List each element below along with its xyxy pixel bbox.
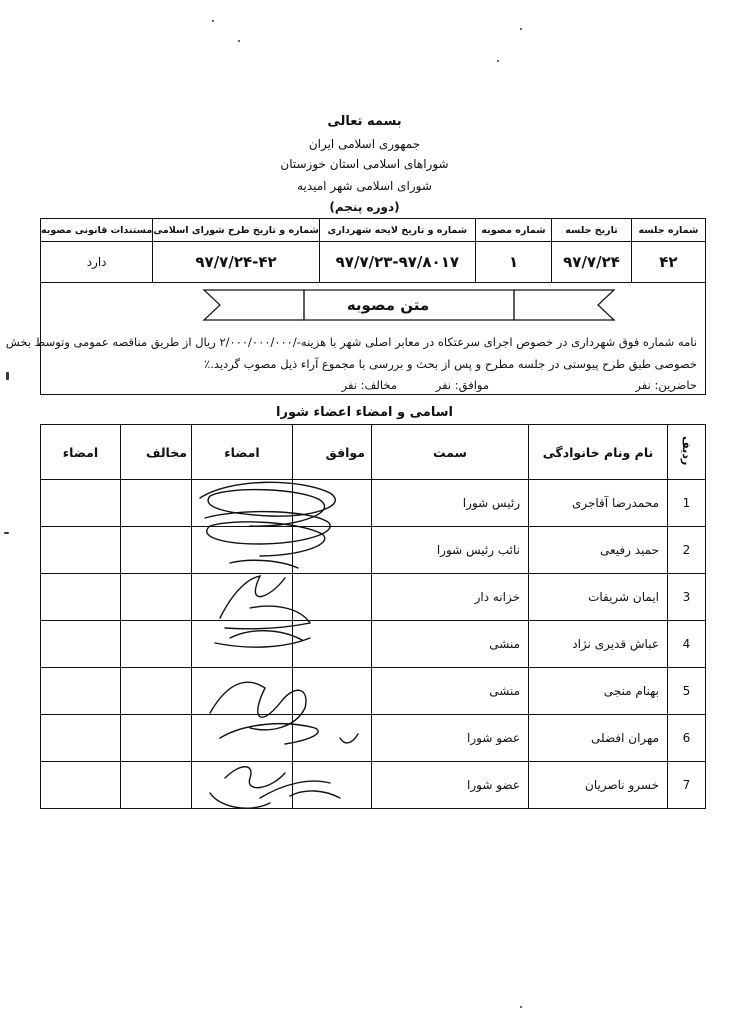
row-oppose xyxy=(121,527,192,574)
resolution-text-line-1: نامه شماره فوق شهرداری در خصوص اجرای سرعتکاه در معابر اصلی شهر با هزینه-/۲/۰۰۰/۰۰۰/۰۰۰ ریال از طریق مناقصه عمومی وتوسط بخش xyxy=(5,335,697,349)
row-name: بهنام منجی xyxy=(529,668,668,715)
row-signature-2 xyxy=(41,762,121,809)
table-row xyxy=(41,527,706,574)
row-agree xyxy=(293,480,372,527)
row-index: 5 xyxy=(668,668,706,715)
row-index: 3 xyxy=(668,574,706,621)
row-name: خسرو ناصریان xyxy=(529,762,668,809)
row-agree xyxy=(293,527,372,574)
meta-session-date: ۹۷/۷/۲۴ xyxy=(552,242,632,283)
row-position: رئیس شورا xyxy=(372,480,529,527)
members-table xyxy=(40,424,706,809)
header-basmala: بسمه تعالی xyxy=(327,114,402,129)
row-oppose xyxy=(121,668,192,715)
row-signature-2 xyxy=(41,574,121,621)
row-agree xyxy=(293,574,372,621)
meta-header-legal-basis: مستندات قانونی مصوبه xyxy=(41,219,153,242)
row-agree xyxy=(293,621,372,668)
row-signature-2 xyxy=(41,715,121,762)
meta-header-session-date: تاریخ جلسه xyxy=(552,219,632,242)
row-name: محمدرضا آقاجری xyxy=(529,480,668,527)
members-title: اسامی و امضاء اعضاء شورا xyxy=(276,405,453,420)
resolution-text-line-2: خصوصی طبق طرح پیوستی در جلسه مطرح و پس از بحث و بررسی با مجموع آراء ذیل مصوب گردید.٪ xyxy=(204,357,697,371)
row-oppose xyxy=(121,715,192,762)
members-header-agree: موافق xyxy=(293,425,372,480)
row-agree xyxy=(293,715,372,762)
meeting-info-table xyxy=(40,218,706,283)
members-header-signature: امضاء xyxy=(192,425,293,480)
row-index: 1 xyxy=(668,480,706,527)
row-index: 2 xyxy=(668,527,706,574)
row-agree xyxy=(293,762,372,809)
row-position: نائب رئیس شورا xyxy=(372,527,529,574)
row-index: 4 xyxy=(668,621,706,668)
row-position: عضو شورا xyxy=(372,715,529,762)
present-count: حاضرین: نفر xyxy=(635,378,697,392)
resolution-title: متن مصوبه xyxy=(346,296,430,314)
members-header-position: سمت xyxy=(372,425,529,480)
row-signature xyxy=(192,668,293,715)
row-name: ایمان شریفات xyxy=(529,574,668,621)
row-name: حمید رفیعی xyxy=(529,527,668,574)
meta-header-resolution-number: شماره مصوبه xyxy=(475,219,551,242)
agree-count: موافق: نفر xyxy=(435,378,489,392)
meta-header-bill: شماره و تاریخ لایحه شهرداری xyxy=(319,219,475,242)
row-index: 7 xyxy=(668,762,706,809)
oppose-count: مخالف: نفر xyxy=(341,378,397,392)
row-signature xyxy=(192,621,293,668)
table-row xyxy=(41,715,706,762)
header-province-councils: شوراهای اسلامی استان خوزستان xyxy=(280,157,449,171)
table-row xyxy=(41,668,706,715)
row-signature xyxy=(192,715,293,762)
row-name: عباش قدیری نژاد xyxy=(529,621,668,668)
meta-resolution-number: ۱ xyxy=(475,242,551,283)
table-row xyxy=(41,762,706,809)
row-position: منشی xyxy=(372,668,529,715)
resolution-box xyxy=(5,282,706,395)
row-oppose xyxy=(121,480,192,527)
meta-legal-basis: دارد xyxy=(41,242,153,283)
row-oppose xyxy=(121,574,192,621)
row-signature-2 xyxy=(41,527,121,574)
row-signature-2 xyxy=(41,621,121,668)
row-signature xyxy=(192,480,293,527)
header-city-council: شورای اسلامی شهر امیدیه xyxy=(297,179,432,193)
members-header-signature-2: امضاء xyxy=(41,425,121,480)
row-signature xyxy=(192,527,293,574)
table-row xyxy=(41,480,706,527)
table-row xyxy=(41,574,706,621)
meta-header-session-number: شماره جلسه xyxy=(631,219,705,242)
table-row xyxy=(41,621,706,668)
meta-plan-number-date: ۹۷/۷/۲۴-۴۲ xyxy=(153,242,320,283)
row-name: مهران افضلی xyxy=(529,715,668,762)
meta-bill-number-date: ۹۷/۷/۲۳-۹۷/۸۰۱۷ xyxy=(319,242,475,283)
row-position: منشی xyxy=(372,621,529,668)
row-signature xyxy=(192,762,293,809)
members-header-index: ردیف xyxy=(668,425,706,480)
members-header-name: نام ونام خانوادگی xyxy=(529,425,668,480)
row-index: 6 xyxy=(668,715,706,762)
header-country: جمهوری اسلامی ایران xyxy=(308,137,421,151)
row-position: عضو شورا xyxy=(372,762,529,809)
row-signature-2 xyxy=(41,668,121,715)
members-header-oppose: مخالف xyxy=(121,425,192,480)
meta-session-number: ۴۲ xyxy=(631,242,705,283)
row-signature xyxy=(192,574,293,621)
row-position: خزانه دار xyxy=(372,574,529,621)
row-signature-2 xyxy=(41,480,121,527)
row-oppose xyxy=(121,762,192,809)
header-term: (دوره پنجم) xyxy=(329,200,400,214)
meta-header-plan: شماره و تاریخ طرح شورای اسلامی xyxy=(153,219,320,242)
row-agree xyxy=(293,668,372,715)
row-oppose xyxy=(121,621,192,668)
